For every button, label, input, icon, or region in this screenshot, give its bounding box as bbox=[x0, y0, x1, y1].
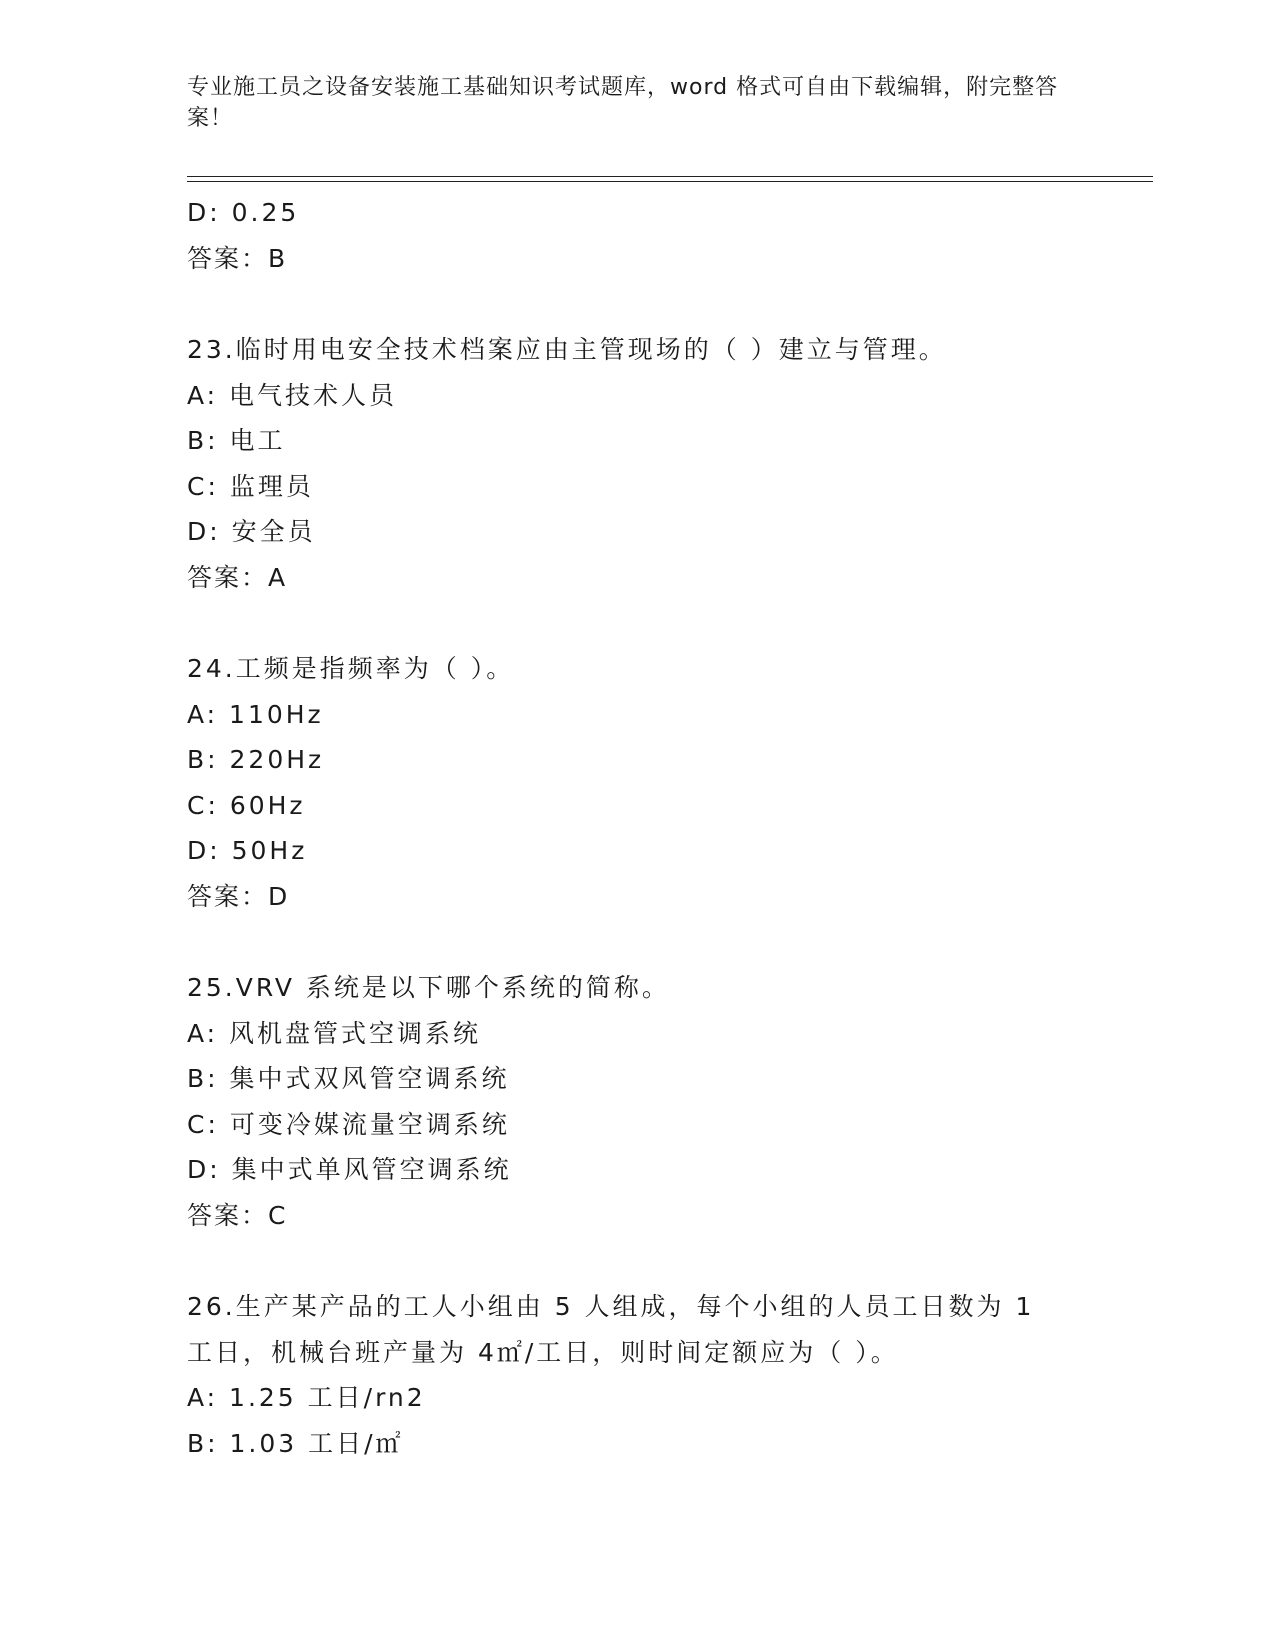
question-list bbox=[187, 190, 1087, 1466]
header-divider-top bbox=[187, 176, 1153, 177]
question-24-option-d: D: 50Hz bbox=[187, 836, 308, 865]
question-25-answer: 答案：C bbox=[187, 1200, 288, 1230]
question-24-option-c: C: 60Hz bbox=[187, 790, 306, 820]
question-23-answer: 答案：A bbox=[187, 562, 288, 592]
question-26-title: 26.生产某产品的工人小组由 5 人组成，每个小组的人员工日数为 1 工日，机械台班产量为 4㎡/工日，则时间定额应为（ ）。 bbox=[187, 1292, 1035, 1367]
question-25-option-d: D: 集中式单风管空调系统 bbox=[187, 1155, 512, 1184]
spacer bbox=[187, 281, 1087, 327]
spacer bbox=[187, 600, 1087, 646]
question-25-option-a: A: 风机盘管式空调系统 bbox=[187, 1018, 482, 1048]
spacer bbox=[187, 919, 1087, 965]
question-23-title: 23.临时用电安全技术档案应由主管现场的（ ）建立与管理。 bbox=[187, 335, 947, 364]
prev-question-answer: 答案：B bbox=[187, 243, 288, 273]
question-23-option-c: C: 监理员 bbox=[187, 471, 314, 501]
question-24-option-a: A: 110Hz bbox=[187, 699, 324, 729]
question-26-option-a: A: 1.25 工日/rn2 bbox=[187, 1383, 426, 1412]
question-23-option-d: D: 安全员 bbox=[187, 517, 316, 546]
question-25-option-c: C: 可变冷媒流量空调系统 bbox=[187, 1109, 510, 1139]
question-24-option-b: B: 220Hz bbox=[187, 745, 325, 774]
question-24-answer: 答案：D bbox=[187, 881, 290, 911]
question-25-option-b: B: 集中式双风管空调系统 bbox=[187, 1064, 510, 1093]
question-23-option-b: B: 电工 bbox=[187, 426, 286, 455]
question-24-title: 24.工频是指频率为（ ）。 bbox=[187, 654, 515, 683]
header-divider-bottom bbox=[187, 181, 1153, 182]
spacer bbox=[187, 1238, 1087, 1284]
document-header: 专业施工员之设备安装施工基础知识考试题库，word 格式可自由下载编辑，附完整答案！ bbox=[187, 75, 1059, 131]
question-23-option-a: A: 电气技术人员 bbox=[187, 380, 398, 410]
question-25-title: 25.VRV 系统是以下哪个系统的简称。 bbox=[187, 973, 670, 1002]
question-26-option-b: B: 1.03 工日/㎡ bbox=[187, 1428, 404, 1458]
prev-question-option-d: D: 0.25 bbox=[187, 198, 300, 227]
